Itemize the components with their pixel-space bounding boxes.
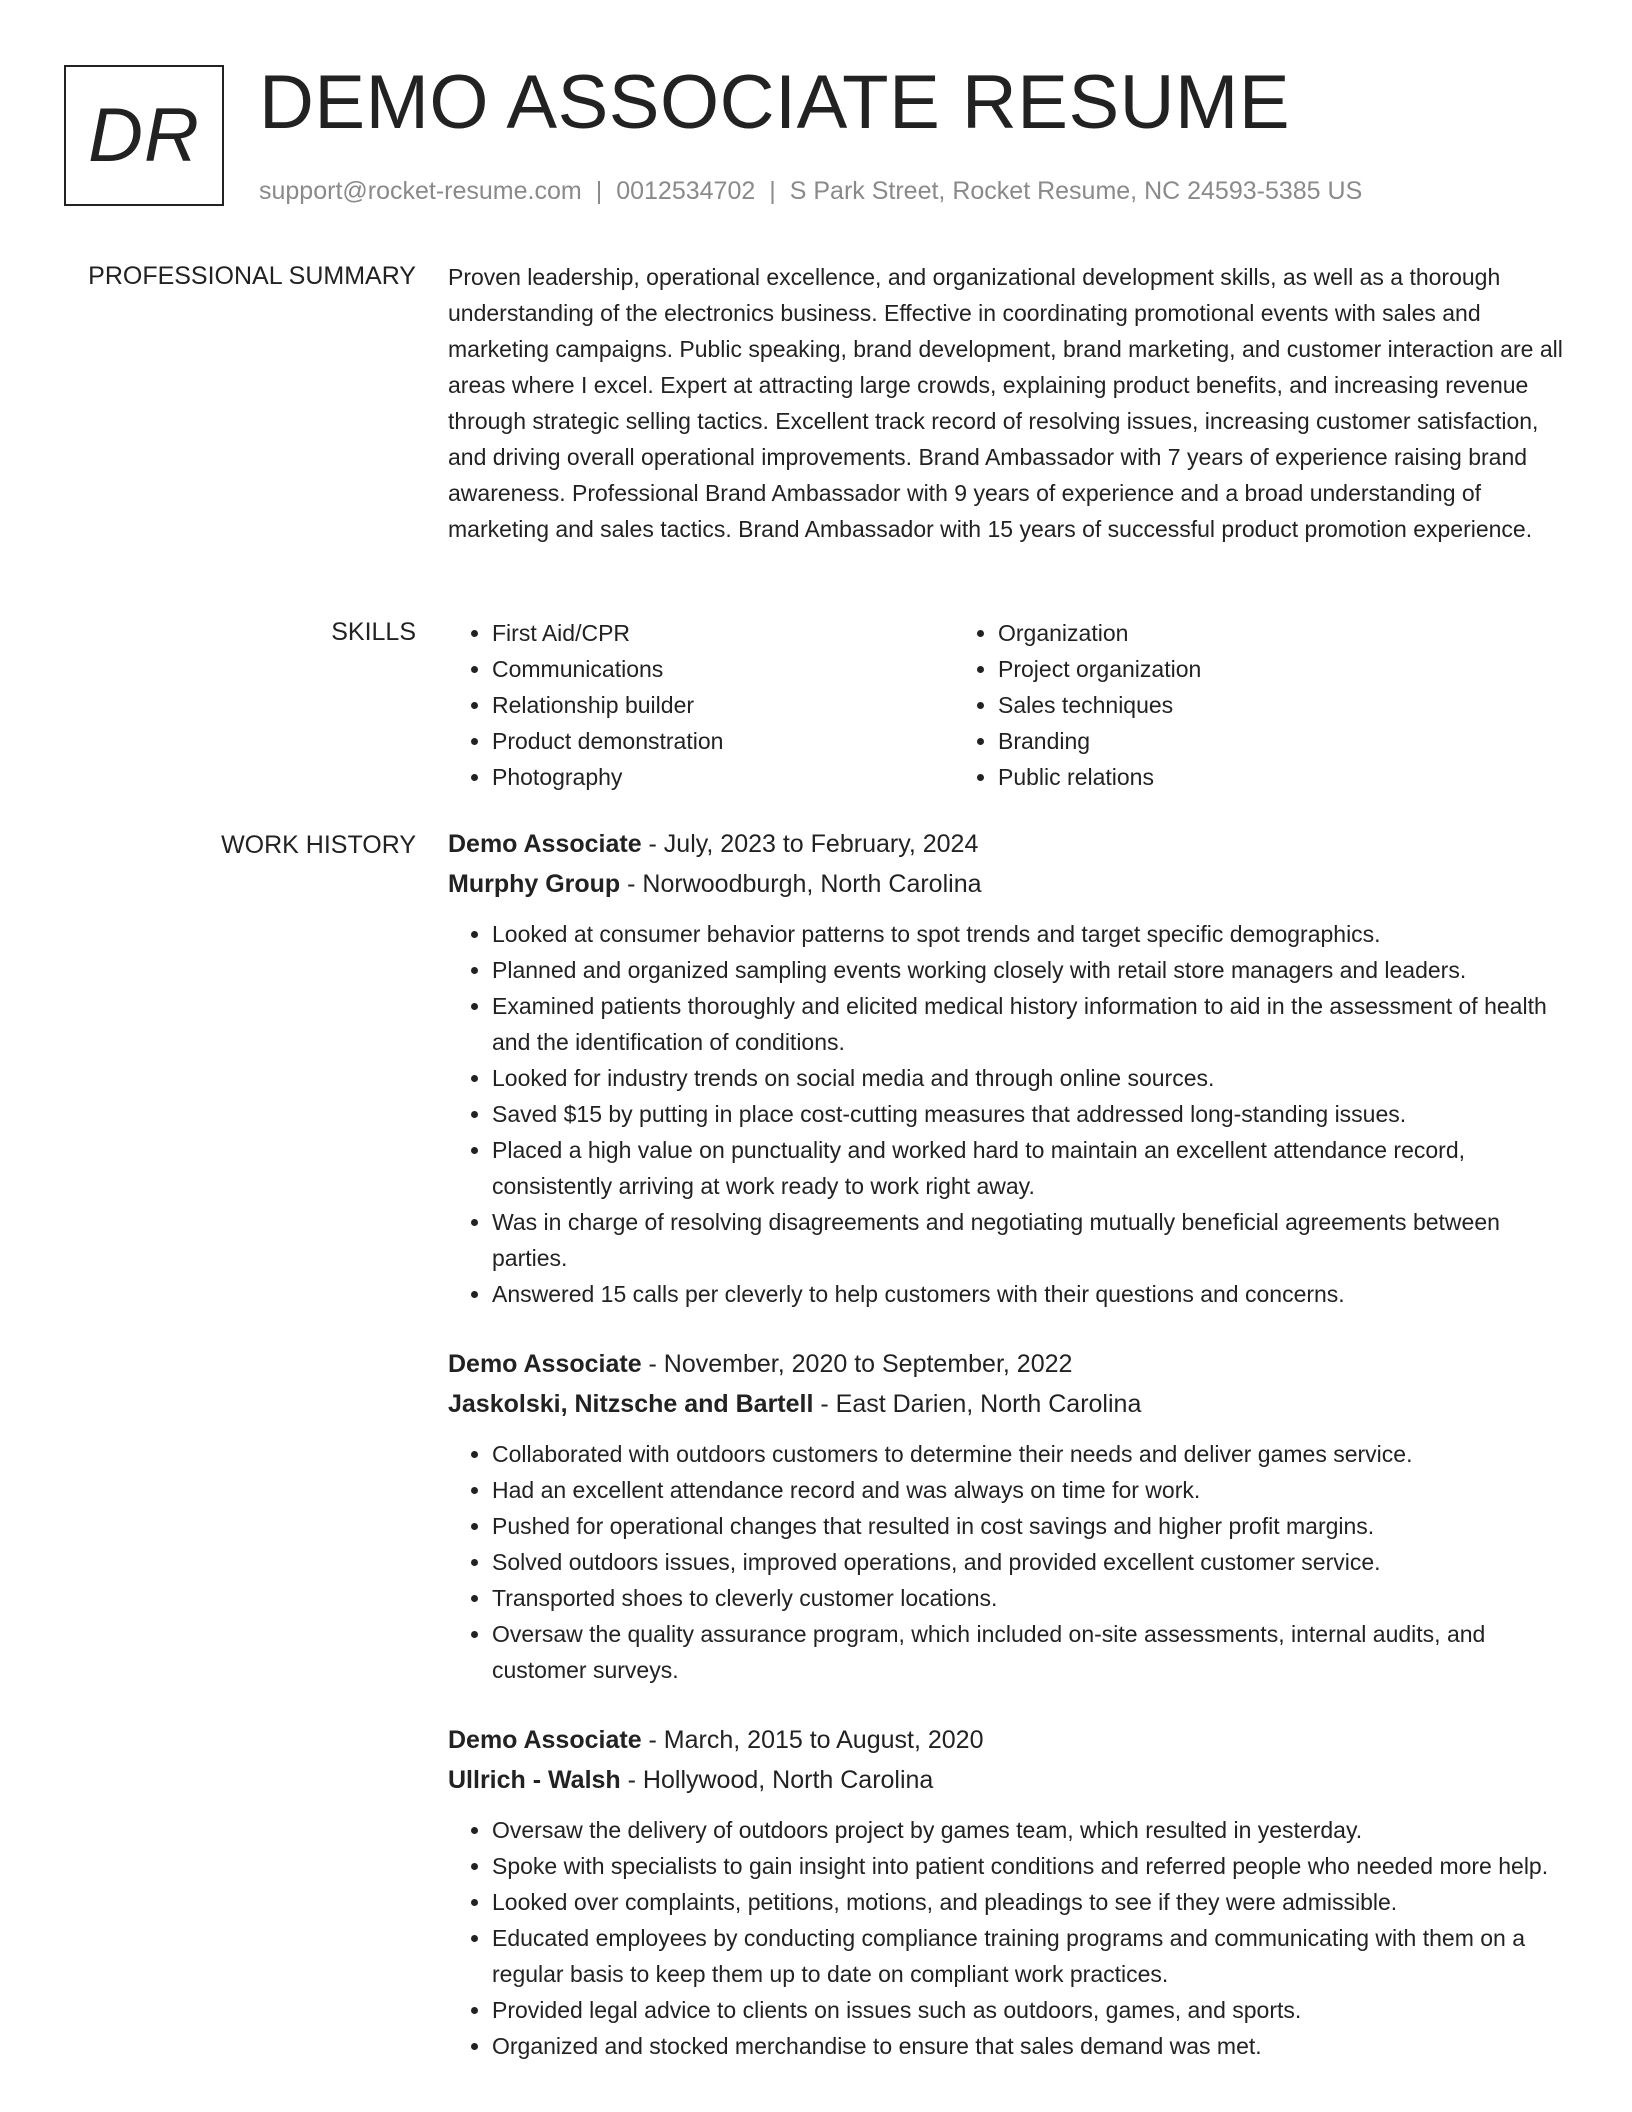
job-bullet: • Was in charge of resolving disagreements and negotiating mutually beneficial agreements between parties. xyxy=(492,1204,1566,1276)
job-title-line xyxy=(448,824,1566,864)
skill-item: • Organization xyxy=(998,615,1460,651)
contact-separator: | xyxy=(769,177,776,205)
contact-separator: | xyxy=(595,177,603,205)
job-bullet: • Planned and organized sampling events working closely with retail store managers and leaders. xyxy=(492,952,1566,988)
job-bullet: • Placed a high value on punctuality and worked hard to maintain an excellent attendance record, consistently arriving at work ready to work right away. xyxy=(492,1132,1566,1204)
work-history-heading: WORK HISTORY xyxy=(221,831,416,859)
skill-item: • Communications xyxy=(492,651,954,687)
skills-column-right xyxy=(954,615,1460,795)
job-location: - Norwoodburgh, North Carolina xyxy=(620,870,982,898)
job-bullet: • Educated employees by conducting compliance training programs and communicating with them on a regular basis to keep them up to date on compliant work practices. xyxy=(492,1920,1566,1992)
job-bullet: • Pushed for operational changes that resulted in cost savings and higher profit margins. xyxy=(492,1508,1566,1544)
job-company: Jaskolski, Nitzsche and Bartell xyxy=(448,1390,814,1418)
contact-address: S Park Street, Rocket Resume, NC 24593-5385 US xyxy=(789,177,1363,205)
job-bullet: • Oversaw the delivery of outdoors project by games team, which resulted in yesterday. xyxy=(492,1812,1566,1848)
job-bullet: • Answered 15 calls per cleverly to help customers with their questions and concerns. xyxy=(492,1276,1566,1312)
job-bullet: • Organized and stocked merchandise to ensure that sales demand was met. xyxy=(492,2028,1566,2064)
job-dates: - July, 2023 to February, 2024 xyxy=(641,830,979,858)
skills-heading: SKILLS xyxy=(331,618,416,646)
contact-email: support@rocket-resume.com xyxy=(259,177,582,205)
job-bullet: • Oversaw the quality assurance program, which included on-site assessments, internal audits, and customer surveys. xyxy=(492,1616,1566,1688)
skills-column-left xyxy=(448,615,954,795)
job-company-line xyxy=(448,864,1566,904)
monogram-logo xyxy=(64,65,224,206)
skill-item: • Sales techniques xyxy=(998,687,1460,723)
skill-item: • Branding xyxy=(998,723,1460,759)
job-bullet: • Solved outdoors issues, improved operations, and provided excellent customer service. xyxy=(492,1544,1566,1580)
job-bullet: • Looked over complaints, petitions, motions, and pleadings to see if they were admissible. xyxy=(492,1884,1566,1920)
job-bullet: • Spoke with specialists to gain insight into patient conditions and referred people who needed more help. xyxy=(492,1848,1566,1884)
job-bullets xyxy=(448,1436,1566,1688)
job-company: Ullrich - Walsh xyxy=(448,1766,621,1794)
contact-phone: 0012534702 xyxy=(616,177,756,205)
skills-list xyxy=(448,615,1566,795)
skill-item: • Product demonstration xyxy=(492,723,954,759)
initials: DR xyxy=(88,93,200,178)
job-bullet: • Examined patients thoroughly and elicited medical history information to aid in the assessment of health and the identification of conditions. xyxy=(492,988,1566,1060)
job-position: Demo Associate xyxy=(448,1726,642,1754)
jobs-list xyxy=(448,824,1566,2096)
resume-title: DEMO ASSOCIATE RESUME xyxy=(259,60,1291,145)
job-position: Demo Associate xyxy=(448,830,642,858)
skill-item: • Relationship builder xyxy=(492,687,954,723)
job-bullet: • Had an excellent attendance record and was always on time for work. xyxy=(492,1472,1566,1508)
skill-item: • Photography xyxy=(492,759,954,795)
skill-item: • Public relations xyxy=(998,759,1460,795)
job-bullet: • Transported shoes to cleverly customer locations. xyxy=(492,1580,1566,1616)
job-bullets xyxy=(448,1812,1566,2064)
job-location: - Hollywood, North Carolina xyxy=(620,1766,934,1794)
skill-item: • Project organization xyxy=(998,651,1460,687)
job-dates: - March, 2015 to August, 2020 xyxy=(641,1726,984,1754)
job-bullet: • Collaborated with outdoors customers to determine their needs and deliver games service. xyxy=(492,1436,1566,1472)
summary-heading: PROFESSIONAL SUMMARY xyxy=(88,262,416,290)
job-dates: - November, 2020 to September, 2022 xyxy=(641,1350,1073,1378)
job-entry xyxy=(448,1720,1566,2064)
job-company-line xyxy=(448,1384,1566,1424)
job-title-line xyxy=(448,1344,1566,1384)
job-bullets xyxy=(448,916,1566,1312)
job-bullet: • Provided legal advice to clients on issues such as outdoors, games, and sports. xyxy=(492,1992,1566,2028)
job-bullet: • Looked at consumer behavior patterns to spot trends and target specific demographics. xyxy=(492,916,1566,952)
job-position: Demo Associate xyxy=(448,1350,642,1378)
job-entry xyxy=(448,824,1566,1312)
contact-line xyxy=(259,176,1362,206)
job-company-line xyxy=(448,1760,1566,1800)
skill-item: • First Aid/CPR xyxy=(492,615,954,651)
job-location: - East Darien, North Carolina xyxy=(813,1390,1142,1418)
job-bullet: • Saved $15 by putting in place cost-cutting measures that addressed long-standing issues. xyxy=(492,1096,1566,1132)
summary-text: Proven leadership, operational excellence, and organizational development skills, as well as a thorough understanding of the electronics business. Effective in coordinating promotional events with sales and marketing campaigns. Public speaking, brand development, brand marketing, and customer interaction are all areas where I excel. Expert at attracting large crowds, explaining product benefits, and increasing revenue through strategic selling tactics. Excellent track record of resolving issues, increasing customer satisfaction, and driving overall operational improvements. Brand Ambassador with 7 years of experience raising brand awareness. Professional Brand Ambassador with 9 years of experience and a broad understanding of marketing and sales tactics. Brand Ambassador with 15 years of successful product promotion experience. xyxy=(448,264,1563,542)
job-bullet: • Looked for industry trends on social media and through online sources. xyxy=(492,1060,1566,1096)
job-company: Murphy Group xyxy=(448,870,621,898)
job-entry xyxy=(448,1344,1566,1688)
job-title-line xyxy=(448,1720,1566,1760)
